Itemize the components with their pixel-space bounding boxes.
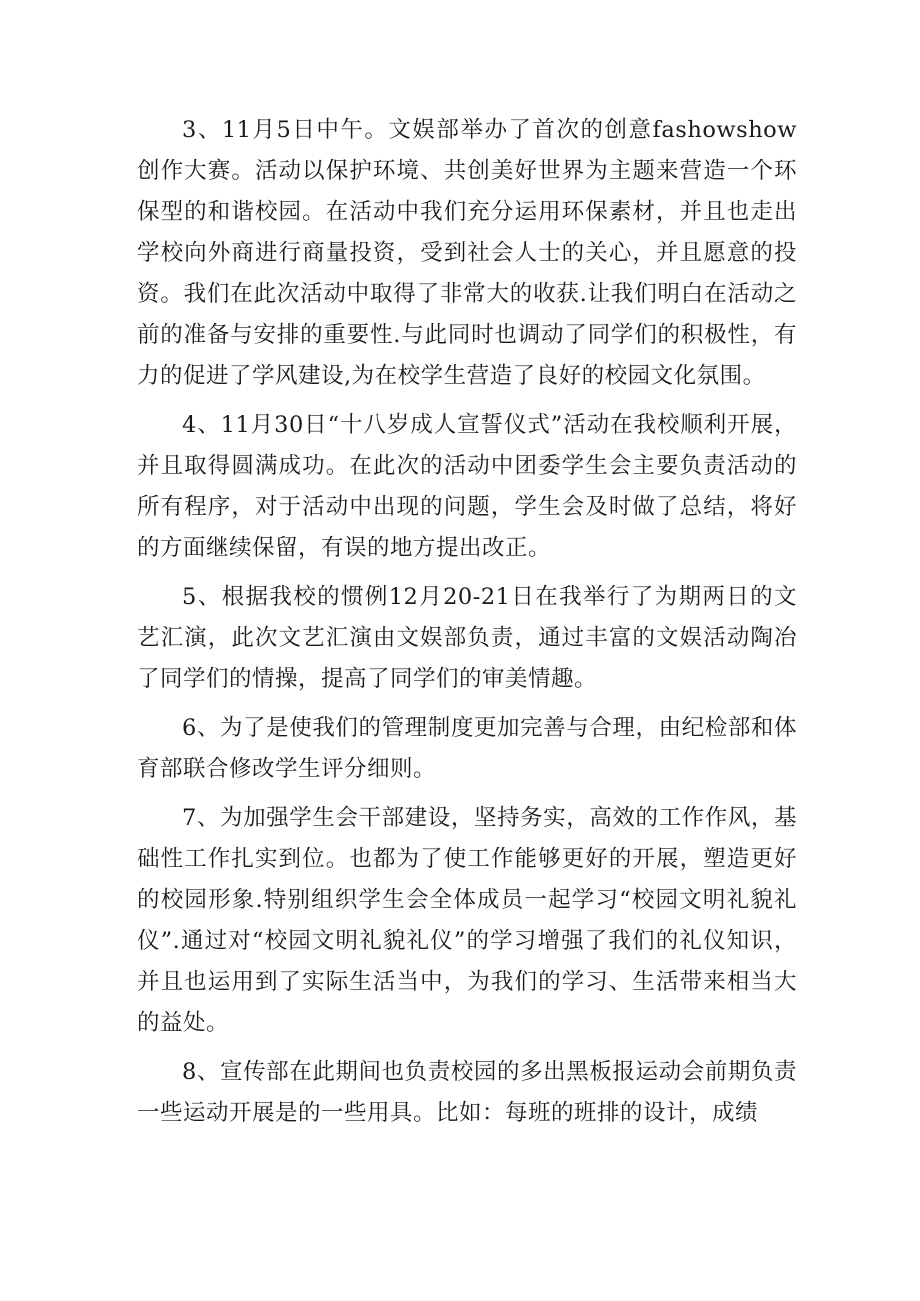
paragraph-item-4: 4、11月30日“十八岁成人宣誓仪式”活动在我校顺利开展，并且取得圆满成功。在此次的活动中团委学生会主要负责活动的所有程序，对于活动中出现的问题，学生会及时做了总结，将好的方面继续保留，有误的地方提出改正。	[137, 412, 797, 561]
paragraph-item-8: 8、宣传部在此期间也负责校园的多出黑板报运动会前期负责一些运动开展是的一些用具。比如：每班的班排的设计，成绩	[137, 1059, 797, 1126]
paragraph-item-6: 6、为了是使我们的管理制度更加完善与合理，由纪检部和体育部联合修改学生评分细则。	[137, 715, 797, 782]
document-body	[137, 110, 797, 1134]
paragraph-item-3: 3、11月5日中午。文娱部举办了首次的创意fashowshow创作大赛。活动以保护环境、共创美好世界为主题来营造一个环保型的和谐校园。在活动中我们充分运用环保素材，并且也走出学校向外商进行商量投资，受到社会人士的关心，并且愿意的投资。我们在此次活动中取得了非常大的收获.让我们明白在活动之前的准备与安排的重要性.与此同时也调动了同学们的积极性，有力的促进了学风建设,为在校学生营造了良好的校园文化氛围。	[137, 117, 797, 389]
paragraph-item-5: 5、根据我校的惯例12月20-21日在我举行了为期两日的文艺汇演，此次文艺汇演由文娱部负责，通过丰富的文娱活动陶冶了同学们的情操，提高了同学们的审美情趣。	[137, 584, 797, 692]
paragraph-item-7: 7、为加强学生会干部建设，坚持务实，高效的工作作风，基础性工作扎实到位。也都为了使工作能够更好的开展，塑造更好的校园形象.特别组织学生会全体成员一起学习“校园文明礼貌礼仪”.通过对“校园文明礼貌礼仪”的学习增强了我们的礼仪知识，并且也运用到了实际生活当中，为我们的学习、生活带来相当大的益处。	[137, 805, 797, 1036]
